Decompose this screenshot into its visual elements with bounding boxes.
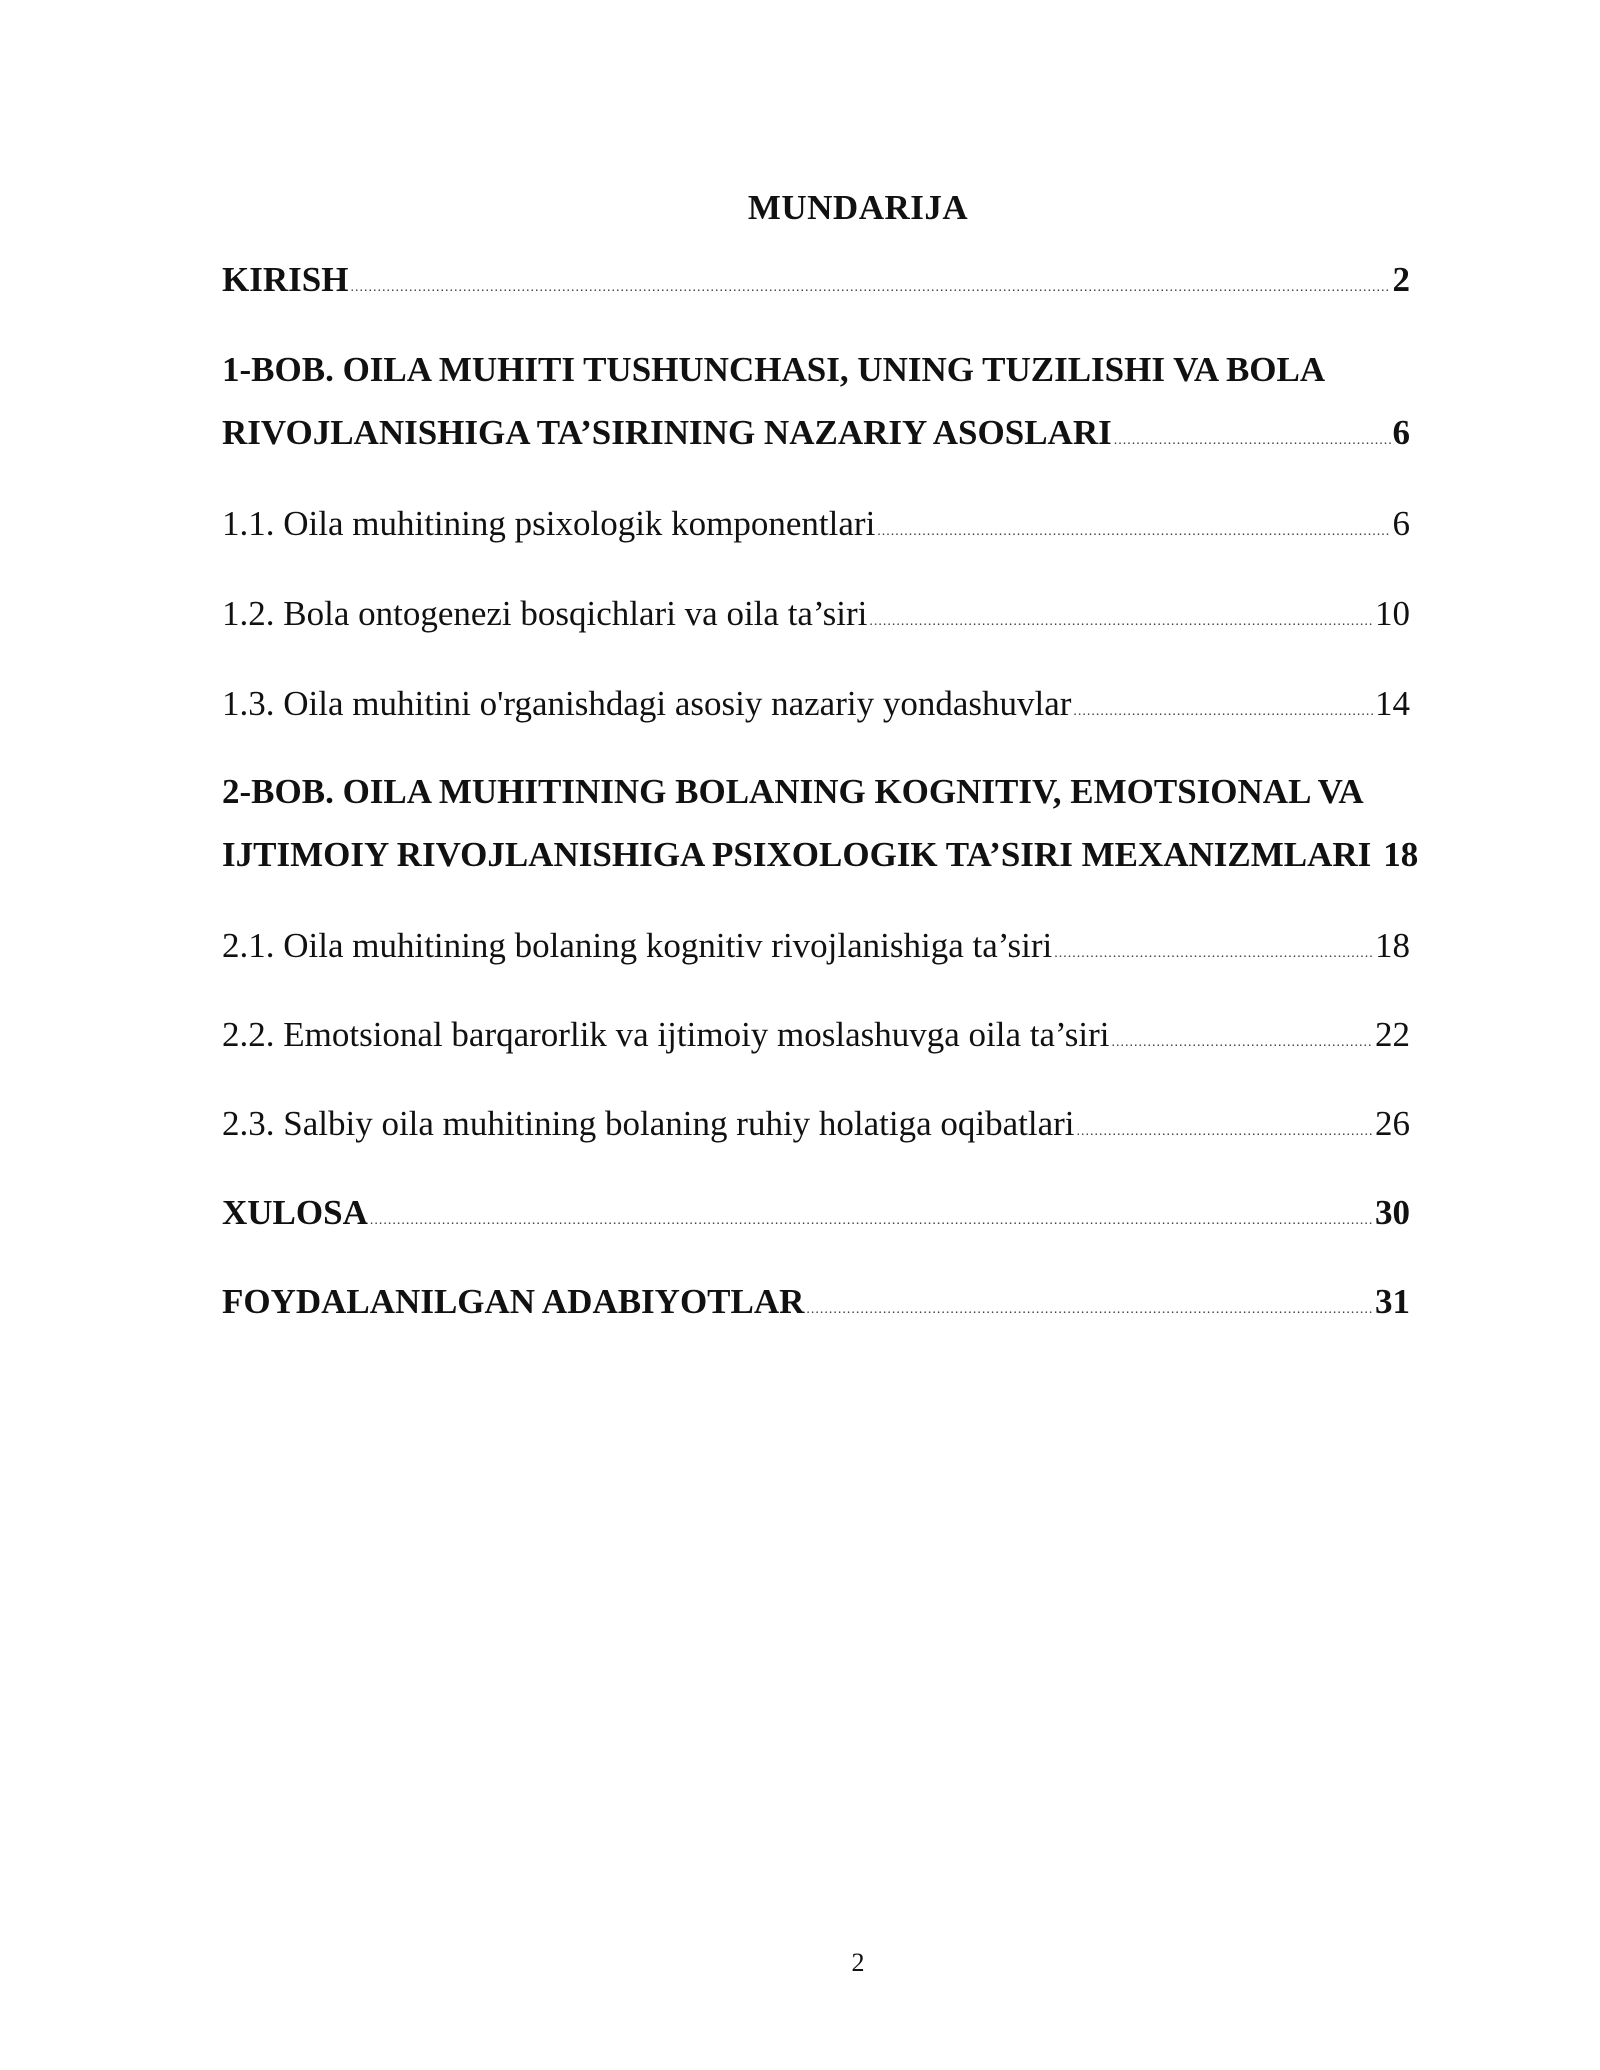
toc-page-number: 14 [1375, 684, 1410, 723]
toc-entry-text-line2: RIVOJLANISHIGA TA’SIRINING NAZARIY ASOSLARI [222, 413, 1112, 452]
toc-entry-text-line1: 2-BOB. OILA MUHITINING BOLANING KOGNITIV, EMOTSIONAL VA [222, 772, 1364, 811]
toc-entry-text: XULOSA [222, 1193, 368, 1232]
toc-entry-text-line2: IJTIMOIY RIVOJLANISHIGA PSIXOLOGIK TA’SIRI MEXANIZMLARI [222, 835, 1372, 874]
toc-page-number: 18 [1383, 835, 1419, 874]
leader-dots [370, 1189, 1373, 1252]
leader-dots [1054, 922, 1373, 985]
toc-entry-kirish[interactable] [222, 248, 1410, 319]
leader-dots [1073, 680, 1373, 743]
leader-dots [1112, 1011, 1374, 1074]
toc-entry-text: 1.1. Oila muhitining psixologik komponentlari [222, 504, 876, 543]
toc-page-number: 31 [1375, 1282, 1410, 1321]
leader-dots [869, 590, 1373, 653]
toc-page-number: 18 [1375, 926, 1410, 965]
toc-entry-section-2-2[interactable] [222, 1003, 1410, 1074]
toc-page-number: 22 [1375, 1015, 1410, 1054]
toc-entry-text-line1: 1-BOB. OILA MUHITI TUSHUNCHASI, UNING TUZILISHI VA BOLA [222, 350, 1326, 389]
toc-page-number: 6 [1392, 413, 1410, 452]
toc-entry-section-2-3[interactable] [222, 1092, 1410, 1163]
toc-entry-text: 2.2. Emotsional barqarorlik va ijtimoiy moslashuvga oila ta’siri [222, 1015, 1110, 1054]
toc-page-number: 2 [1392, 260, 1410, 299]
toc-page-number: 26 [1375, 1104, 1410, 1143]
leader-dots [350, 256, 1390, 319]
toc-entry-text: 1.3. Oila muhitini o'rganishdagi asosiy nazariy yondashuvlar [222, 684, 1072, 723]
toc-entry-text: 2.1. Oila muhitining bolaning kognitiv rivojlanishiga ta’siri [222, 926, 1053, 965]
toc-entry-chapter-1[interactable] [222, 338, 1410, 472]
toc-entry-text: 1.2. Bola ontogenezi bosqichlari va oila ta’siri [222, 594, 868, 633]
toc-entry-xulosa[interactable] [222, 1181, 1410, 1252]
page-number-footer: 2 [851, 1948, 865, 1977]
toc-entry-chapter-2[interactable] [222, 760, 1419, 886]
leader-dots [1114, 409, 1391, 472]
toc-entry-section-1-3[interactable] [222, 672, 1410, 743]
toc-entry-text: 2.3. Salbiy oila muhitining bolaning ruhiy holatiga oqibatlari [222, 1104, 1075, 1143]
leader-dots [1077, 1100, 1373, 1163]
toc-page-number: 10 [1375, 594, 1410, 633]
toc-page-number: 6 [1392, 504, 1410, 543]
toc-page-number: 30 [1375, 1193, 1410, 1232]
toc-entry-text: KIRISH [222, 260, 349, 299]
toc-entry-section-1-1[interactable] [222, 492, 1410, 563]
toc-entry-section-1-2[interactable] [222, 582, 1410, 653]
toc-entry-section-2-1[interactable] [222, 914, 1410, 985]
toc-title: MUNDARIJA [747, 188, 969, 227]
toc-entry-text: FOYDALANILGAN ADABIYOTLAR [222, 1282, 805, 1321]
leader-dots [877, 500, 1390, 563]
toc-entry-references[interactable] [222, 1270, 1410, 1341]
leader-dots [806, 1278, 1373, 1341]
